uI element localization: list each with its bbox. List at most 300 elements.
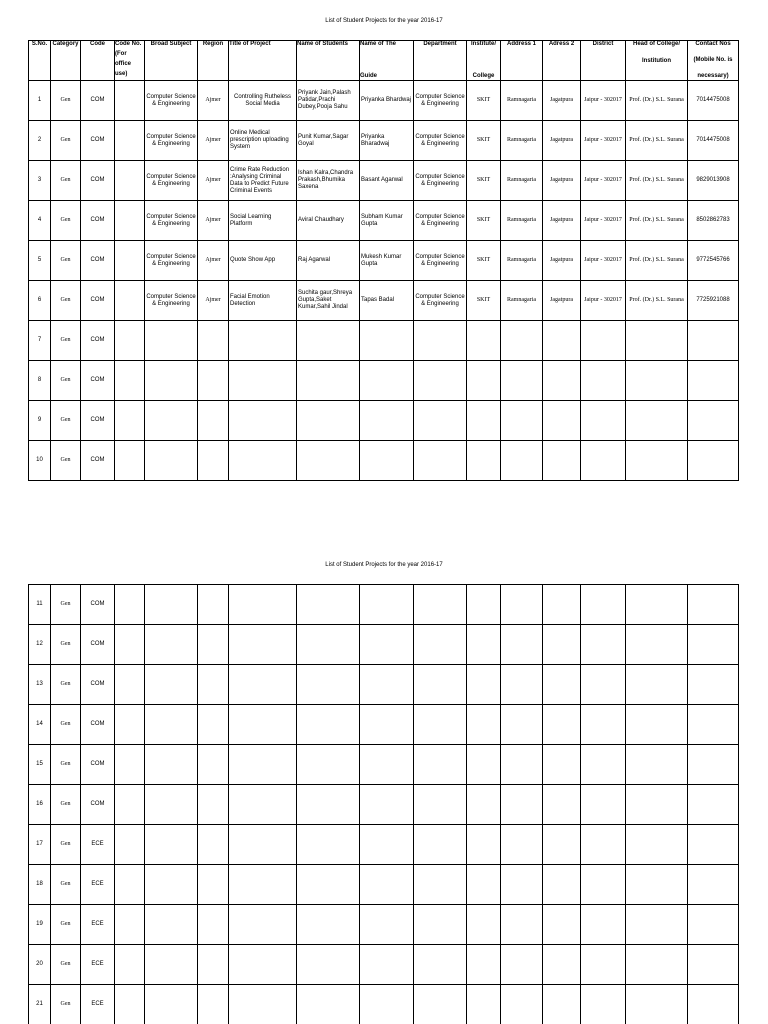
cell-code-no (115, 81, 145, 121)
cell-department: Computer Science & Engineering (414, 121, 467, 161)
cell-address2 (543, 945, 581, 985)
cell-district (581, 865, 626, 905)
cell-code: COM (81, 785, 115, 825)
cell-category: Gen (51, 865, 81, 905)
table-row (29, 201, 739, 241)
cell-region (198, 945, 229, 985)
cell-district (581, 585, 626, 625)
cell-institute (467, 785, 501, 825)
header-broad-subject: Broad Subject (145, 41, 198, 81)
cell-guide (360, 945, 414, 985)
cell-department (414, 825, 467, 865)
cell-guide (360, 905, 414, 945)
cell-code: COM (81, 745, 115, 785)
cell-category: Gen (51, 441, 81, 481)
cell-students (297, 665, 360, 705)
table-row (29, 625, 739, 665)
cell-department: Computer Science & Engineering (414, 201, 467, 241)
header-address1: Address 1 (501, 41, 543, 81)
cell-address2 (543, 361, 581, 401)
cell-head (626, 585, 688, 625)
cell-title-of-project (229, 441, 297, 481)
cell-institute (467, 905, 501, 945)
cell-district: Jaipur - 302017 (581, 81, 626, 121)
table-row (29, 161, 739, 201)
cell-code: ECE (81, 905, 115, 945)
cell-address2 (543, 585, 581, 625)
cell-region (198, 585, 229, 625)
table-row (29, 705, 739, 745)
cell-code-no (115, 401, 145, 441)
cell-institute: SKIT (467, 121, 501, 161)
cell-sno: 1 (29, 81, 51, 121)
cell-category: Gen (51, 585, 81, 625)
cell-code-no (115, 945, 145, 985)
cell-title-of-project (229, 401, 297, 441)
cell-contact (688, 321, 739, 361)
cell-title-of-project (229, 585, 297, 625)
cell-department (414, 625, 467, 665)
cell-code-no (115, 665, 145, 705)
cell-address2 (543, 865, 581, 905)
cell-category: Gen (51, 201, 81, 241)
cell-students: Raj Agarwal (297, 241, 360, 281)
cell-title-of-project (229, 945, 297, 985)
cell-head (626, 401, 688, 441)
cell-title-of-project: Facial Emotion Detection (229, 281, 297, 321)
cell-code-no (115, 825, 145, 865)
cell-address2 (543, 441, 581, 481)
cell-department (414, 745, 467, 785)
cell-institute: SKIT (467, 241, 501, 281)
cell-department: Computer Science & Engineering (414, 161, 467, 201)
cell-broad-subject (145, 441, 198, 481)
cell-title-of-project: Social Learning Platform (229, 201, 297, 241)
table-row (29, 985, 739, 1024)
cell-guide: Mukesh Kumar Gupta (360, 241, 414, 281)
cell-contact (688, 785, 739, 825)
cell-title-of-project: Crime Rate Reduction :Analysing Criminal Data to Predict Future Criminal Events (229, 161, 297, 201)
cell-category: Gen (51, 121, 81, 161)
cell-title-of-project (229, 625, 297, 665)
cell-contact (688, 361, 739, 401)
cell-broad-subject (145, 905, 198, 945)
cell-region: Ajmer (198, 121, 229, 161)
cell-institute (467, 665, 501, 705)
cell-head: Prof. (Dr.) S.L. Surana (626, 281, 688, 321)
cell-category: Gen (51, 81, 81, 121)
cell-address2 (543, 625, 581, 665)
header-code-no: Code No. (For office use) (115, 41, 145, 81)
cell-department (414, 361, 467, 401)
cell-code-no (115, 121, 145, 161)
cell-region (198, 665, 229, 705)
cell-code: COM (81, 361, 115, 401)
cell-address2 (543, 745, 581, 785)
cell-region (198, 625, 229, 665)
cell-category: Gen (51, 945, 81, 985)
cell-students (297, 585, 360, 625)
cell-sno: 6 (29, 281, 51, 321)
cell-broad-subject: Computer Science & Engineering (145, 121, 198, 161)
cell-region (198, 361, 229, 401)
cell-district: Jaipur - 302017 (581, 281, 626, 321)
cell-head (626, 625, 688, 665)
cell-address1 (501, 985, 543, 1024)
cell-sno: 10 (29, 441, 51, 481)
cell-title-of-project: Online Medical prescription uploading System (229, 121, 297, 161)
cell-district (581, 785, 626, 825)
cell-category: Gen (51, 241, 81, 281)
cell-institute (467, 401, 501, 441)
table-row (29, 401, 739, 441)
cell-head: Prof. (Dr.) S.L. Surana (626, 81, 688, 121)
cell-code-no (115, 321, 145, 361)
cell-head (626, 665, 688, 705)
cell-broad-subject (145, 865, 198, 905)
table-row (29, 585, 739, 625)
cell-students: Ishan Kalra,Chandra Prakash,Bhumika Saxena (297, 161, 360, 201)
table-row (29, 241, 739, 281)
cell-broad-subject: Computer Science & Engineering (145, 241, 198, 281)
cell-title-of-project (229, 865, 297, 905)
cell-code: COM (81, 321, 115, 361)
cell-address1 (501, 945, 543, 985)
cell-guide (360, 665, 414, 705)
cell-contact (688, 625, 739, 665)
cell-head (626, 905, 688, 945)
cell-code: COM (81, 441, 115, 481)
cell-address1 (501, 625, 543, 665)
cell-sno: 14 (29, 705, 51, 745)
cell-guide (360, 361, 414, 401)
cell-guide: Tapas Badal (360, 281, 414, 321)
cell-head: Prof. (Dr.) S.L. Surana (626, 201, 688, 241)
cell-district: Jaipur - 302017 (581, 161, 626, 201)
cell-title-of-project: Quote Show App (229, 241, 297, 281)
cell-category: Gen (51, 625, 81, 665)
cell-institute: SKIT (467, 161, 501, 201)
cell-district (581, 401, 626, 441)
cell-head: Prof. (Dr.) S.L. Surana (626, 121, 688, 161)
cell-students (297, 825, 360, 865)
cell-code: COM (81, 121, 115, 161)
cell-institute (467, 825, 501, 865)
cell-department (414, 321, 467, 361)
cell-address1 (501, 865, 543, 905)
cell-sno: 11 (29, 585, 51, 625)
cell-students: Aviral Chaudhary (297, 201, 360, 241)
header-name-of-students: Name of Students (297, 41, 360, 81)
cell-contact: 7014475008 (688, 81, 739, 121)
cell-district (581, 705, 626, 745)
cell-region (198, 401, 229, 441)
cell-guide (360, 441, 414, 481)
cell-address1: Ramnagaria (501, 81, 543, 121)
cell-address1 (501, 825, 543, 865)
cell-sno: 9 (29, 401, 51, 441)
cell-code: ECE (81, 945, 115, 985)
cell-broad-subject: Computer Science & Engineering (145, 201, 198, 241)
cell-students (297, 401, 360, 441)
cell-guide (360, 705, 414, 745)
cell-district: Jaipur - 302017 (581, 201, 626, 241)
cell-institute: SKIT (467, 81, 501, 121)
cell-broad-subject (145, 665, 198, 705)
cell-code: COM (81, 241, 115, 281)
cell-broad-subject (145, 945, 198, 985)
cell-broad-subject: Computer Science & Engineering (145, 81, 198, 121)
cell-department (414, 441, 467, 481)
cell-sno: 3 (29, 161, 51, 201)
cell-guide (360, 745, 414, 785)
cell-sno: 16 (29, 785, 51, 825)
table-row (29, 441, 739, 481)
cell-district (581, 825, 626, 865)
cell-code-no (115, 241, 145, 281)
cell-region (198, 865, 229, 905)
cell-code-no (115, 201, 145, 241)
cell-title-of-project (229, 705, 297, 745)
cell-institute: SKIT (467, 281, 501, 321)
cell-district (581, 361, 626, 401)
cell-broad-subject: Computer Science & Engineering (145, 161, 198, 201)
cell-contact: 9772545766 (688, 241, 739, 281)
header-department: Department (414, 41, 467, 81)
cell-address2 (543, 321, 581, 361)
table-row (29, 281, 739, 321)
cell-title-of-project (229, 745, 297, 785)
cell-students (297, 441, 360, 481)
cell-district: Jaipur - 302017 (581, 121, 626, 161)
page-title: List of Student Projects for the year 2016-17 (325, 18, 443, 24)
cell-category: Gen (51, 785, 81, 825)
cell-address2 (543, 665, 581, 705)
cell-broad-subject (145, 585, 198, 625)
cell-address2 (543, 705, 581, 745)
cell-contact: 8502862783 (688, 201, 739, 241)
cell-department (414, 401, 467, 441)
cell-department (414, 985, 467, 1024)
cell-guide: Subham Kumar Gupta (360, 201, 414, 241)
cell-broad-subject (145, 705, 198, 745)
cell-region: Ajmer (198, 201, 229, 241)
projects-table (28, 40, 739, 481)
cell-head (626, 745, 688, 785)
cell-address1 (501, 361, 543, 401)
cell-code-no (115, 865, 145, 905)
cell-address1 (501, 401, 543, 441)
cell-code: COM (81, 665, 115, 705)
cell-district (581, 665, 626, 705)
header-row (29, 41, 739, 81)
cell-head: Prof. (Dr.) S.L. Surana (626, 161, 688, 201)
cell-district (581, 905, 626, 945)
header-address2: Adress 2 (543, 41, 581, 81)
cell-head (626, 945, 688, 985)
cell-sno: 12 (29, 625, 51, 665)
cell-region: Ajmer (198, 161, 229, 201)
projects-table-continued (28, 584, 739, 1024)
cell-head (626, 785, 688, 825)
cell-title-of-project (229, 361, 297, 401)
cell-region (198, 705, 229, 745)
cell-code-no (115, 361, 145, 401)
cell-students (297, 945, 360, 985)
cell-institute (467, 745, 501, 785)
cell-students (297, 785, 360, 825)
cell-institute (467, 361, 501, 401)
cell-broad-subject (145, 785, 198, 825)
cell-category: Gen (51, 361, 81, 401)
cell-institute (467, 585, 501, 625)
cell-address1 (501, 585, 543, 625)
table-row (29, 321, 739, 361)
cell-students (297, 625, 360, 665)
table-row (29, 361, 739, 401)
cell-head (626, 985, 688, 1024)
header-head: Head of College/ Institution (626, 41, 688, 81)
cell-address1: Ramnagaria (501, 121, 543, 161)
cell-title-of-project (229, 321, 297, 361)
table-row (29, 945, 739, 985)
cell-contact: 9829013908 (688, 161, 739, 201)
cell-sno: 21 (29, 985, 51, 1024)
cell-address2 (543, 825, 581, 865)
cell-code: ECE (81, 985, 115, 1024)
cell-head: Prof. (Dr.) S.L. Surana (626, 241, 688, 281)
cell-code-no (115, 705, 145, 745)
cell-department (414, 665, 467, 705)
cell-broad-subject (145, 985, 198, 1024)
cell-title-of-project (229, 825, 297, 865)
cell-region: Ajmer (198, 81, 229, 121)
cell-region (198, 785, 229, 825)
cell-code-no (115, 625, 145, 665)
cell-broad-subject (145, 625, 198, 665)
cell-sno: 8 (29, 361, 51, 401)
cell-address1 (501, 745, 543, 785)
cell-institute (467, 441, 501, 481)
cell-institute (467, 321, 501, 361)
cell-guide (360, 585, 414, 625)
cell-head (626, 825, 688, 865)
cell-code: ECE (81, 825, 115, 865)
cell-sno: 7 (29, 321, 51, 361)
cell-sno: 15 (29, 745, 51, 785)
table-row (29, 665, 739, 705)
cell-contact: 7725921088 (688, 281, 739, 321)
cell-broad-subject (145, 825, 198, 865)
table-row (29, 81, 739, 121)
cell-category: Gen (51, 401, 81, 441)
cell-sno: 2 (29, 121, 51, 161)
cell-contact (688, 585, 739, 625)
cell-address2: Jagatpura (543, 121, 581, 161)
cell-broad-subject (145, 401, 198, 441)
cell-address2 (543, 785, 581, 825)
cell-address2: Jagatpura (543, 161, 581, 201)
cell-code-no (115, 161, 145, 201)
cell-code: COM (81, 81, 115, 121)
cell-code-no (115, 585, 145, 625)
cell-address1: Ramnagaria (501, 281, 543, 321)
table-row (29, 745, 739, 785)
cell-region: Ajmer (198, 241, 229, 281)
header-guide: Name of The Guide (360, 41, 414, 81)
table-row (29, 865, 739, 905)
cell-head (626, 361, 688, 401)
cell-department (414, 905, 467, 945)
header-district: District (581, 41, 626, 81)
cell-students (297, 321, 360, 361)
cell-students (297, 905, 360, 945)
cell-department: Computer Science & Engineering (414, 281, 467, 321)
cell-address1 (501, 321, 543, 361)
cell-contact (688, 705, 739, 745)
cell-institute (467, 945, 501, 985)
cell-guide: Basant Agarwal (360, 161, 414, 201)
cell-institute (467, 625, 501, 665)
header-title-of-project: Title of Project (229, 41, 297, 81)
cell-address1: Ramnagaria (501, 241, 543, 281)
cell-title-of-project (229, 985, 297, 1024)
cell-sno: 4 (29, 201, 51, 241)
cell-code: COM (81, 585, 115, 625)
header-region: Region (198, 41, 229, 81)
cell-broad-subject: Computer Science & Engineering (145, 281, 198, 321)
cell-contact (688, 825, 739, 865)
cell-contact (688, 745, 739, 785)
cell-district (581, 321, 626, 361)
cell-code: COM (81, 401, 115, 441)
cell-broad-subject (145, 361, 198, 401)
cell-contact (688, 985, 739, 1024)
cell-guide (360, 401, 414, 441)
cell-guide: Priyanka Bhardwaj (360, 81, 414, 121)
cell-students: Punit Kumar,Sagar Goyal (297, 121, 360, 161)
cell-code-no (115, 441, 145, 481)
cell-address1: Ramnagaria (501, 161, 543, 201)
cell-code: COM (81, 201, 115, 241)
cell-code-no (115, 785, 145, 825)
cell-title-of-project: Controlling Rutheless Social Media (229, 81, 297, 121)
cell-category: Gen (51, 825, 81, 865)
cell-students (297, 865, 360, 905)
cell-category: Gen (51, 321, 81, 361)
cell-region (198, 985, 229, 1024)
table-row (29, 905, 739, 945)
cell-code: ECE (81, 865, 115, 905)
header-code: Code (81, 41, 115, 81)
cell-category: Gen (51, 665, 81, 705)
cell-code: COM (81, 281, 115, 321)
cell-contact (688, 945, 739, 985)
cell-title-of-project (229, 665, 297, 705)
cell-category: Gen (51, 985, 81, 1024)
header-contact: Contact Nos (Mobile No. is necessary) (688, 41, 739, 81)
cell-address2 (543, 401, 581, 441)
cell-institute (467, 865, 501, 905)
table-row (29, 121, 739, 161)
cell-head (626, 705, 688, 745)
cell-address1 (501, 441, 543, 481)
cell-category: Gen (51, 281, 81, 321)
cell-district (581, 625, 626, 665)
cell-head (626, 441, 688, 481)
cell-address1 (501, 785, 543, 825)
cell-department: Computer Science & Engineering (414, 81, 467, 121)
